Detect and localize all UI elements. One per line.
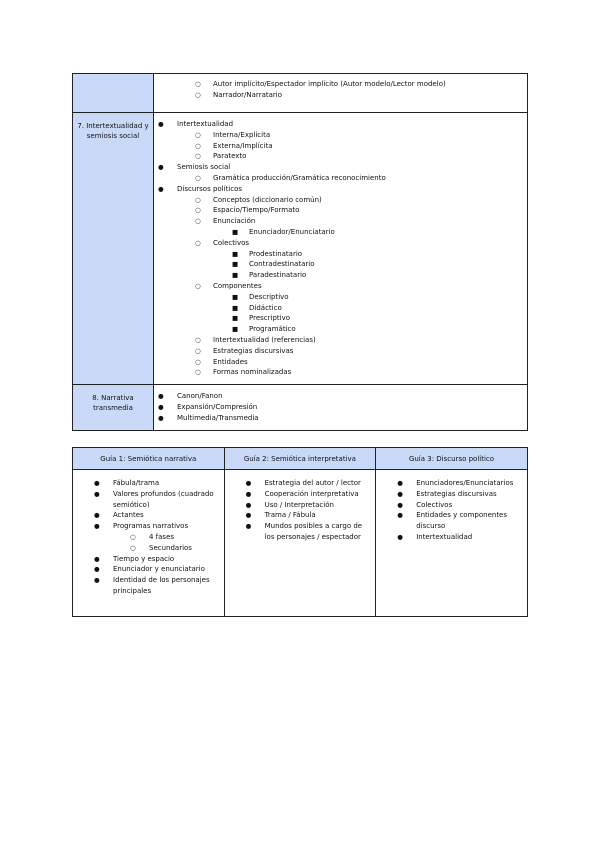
column-header: Guía 3: Discurso político <box>376 448 528 470</box>
circle-bullet-icon: ○ <box>195 281 201 290</box>
list-item: ● Enunciador y enunciatario <box>94 565 205 574</box>
list-item: ● Mundos posibles a cargo de los personajes / espectador <box>245 522 363 541</box>
disc-bullet-icon: ● <box>397 479 403 487</box>
list-item: ○ Secundarios <box>130 543 192 552</box>
list-item: ○ Formas nominalizadas <box>195 368 292 377</box>
square-bullet-icon: ■ <box>232 227 239 236</box>
square-bullet-icon: ■ <box>232 303 239 312</box>
disc-bullet-icon: ● <box>94 489 100 498</box>
list-item: ○ Espacio/Tiempo/Formato <box>195 206 300 215</box>
square-bullet-icon: ■ <box>232 314 239 323</box>
square-bullet-icon: ■ <box>232 271 239 280</box>
disc-bullet-icon: ● <box>94 522 100 531</box>
list-item: ○ Componentes <box>195 281 262 290</box>
circle-bullet-icon: ○ <box>195 206 201 215</box>
list-item: ○ Interna/Explícita <box>195 130 271 139</box>
list-item: ■ Prodestinatario <box>232 249 303 258</box>
disc-bullet-icon: ● <box>158 184 164 193</box>
list-item: ● Tiempo y espacio <box>94 554 175 563</box>
circle-bullet-icon: ○ <box>195 152 201 161</box>
list-item: ● Discursos políticos <box>158 184 243 193</box>
guide-2-cell <box>224 470 376 617</box>
row-label-cell <box>73 74 154 113</box>
list-item: ■ Paradestinatario <box>232 271 307 280</box>
guide-3-cell <box>376 470 528 617</box>
circle-bullet-icon: ○ <box>195 195 201 204</box>
list-item: ○ Conceptos (diccionario común) <box>195 195 322 204</box>
list-item: ● Identidad de los personajes principales <box>94 576 210 595</box>
list-item: ● Programas narrativos <box>94 522 189 531</box>
list-item: ● Intertextualidad <box>397 532 473 541</box>
disc-bullet-icon: ● <box>94 554 100 563</box>
list-item: ○ 4 fases <box>130 532 175 541</box>
list-item: ● Intertextualidad <box>158 120 234 128</box>
table-row <box>73 113 528 385</box>
list-item: ● Fábula/trama <box>94 479 160 487</box>
list-item: ■ Descriptivo <box>232 292 289 301</box>
list-item: ■ Contradestinatario <box>232 260 315 269</box>
disc-bullet-icon: ● <box>158 392 164 401</box>
circle-bullet-icon: ○ <box>195 238 201 247</box>
list-item: ● Cooperación interpretativa <box>245 489 359 498</box>
disc-bullet-icon: ● <box>397 532 403 541</box>
table-header-row <box>73 448 528 470</box>
circle-bullet-icon: ○ <box>195 130 201 139</box>
list-item: ● Uso / Interpretación <box>245 500 334 509</box>
list-item: ○ Estrategias discursivas <box>195 346 294 355</box>
list-item: ● Expansión/Compresión <box>158 402 258 411</box>
list-item: ○ Colectivos <box>195 238 250 247</box>
disc-bullet-icon: ● <box>158 163 164 172</box>
list-item: ○ Gramática producción/Gramática reconocimiento <box>195 173 386 182</box>
list-item: ■ Enunciador/Enunciatario <box>232 227 335 236</box>
circle-bullet-icon: ○ <box>195 141 201 150</box>
list-item: ● Semiosis social <box>158 163 231 172</box>
list-item: ■ Prescriptivo <box>232 314 291 323</box>
row-label-cell: 8. Narrativa transmedia <box>73 385 154 430</box>
circle-bullet-icon: ○ <box>130 532 136 541</box>
list-item: ○ Paratexto <box>195 152 247 161</box>
disc-bullet-icon: ● <box>158 120 164 128</box>
square-bullet-icon: ■ <box>232 292 239 301</box>
list-item: ● Estrategias discursivas <box>397 489 497 498</box>
disc-bullet-icon: ● <box>94 576 100 585</box>
column-header: Guía 2: Semiótica interpretativa <box>224 448 376 470</box>
circle-bullet-icon: ○ <box>195 346 201 355</box>
circle-bullet-icon: ○ <box>195 173 201 182</box>
disc-bullet-icon: ● <box>397 511 403 520</box>
disc-bullet-icon: ● <box>158 402 164 411</box>
list-item: ○ Autor implícito/Espectador implícito (Autor modelo/Lector modelo) <box>195 80 446 88</box>
list-item: ● Estrategia del autor / lector <box>245 479 361 487</box>
list-item: ■ Didáctico <box>232 303 282 312</box>
disc-bullet-icon: ● <box>245 500 252 509</box>
circle-bullet-icon: ○ <box>195 217 201 226</box>
disc-bullet-icon: ● <box>94 479 100 487</box>
list-item: ○ Narrador/Narratario <box>195 90 282 99</box>
list-item: ● Entidades y componentes discurso <box>397 511 508 531</box>
analysis-categories-table <box>72 73 528 431</box>
table-row <box>73 470 528 617</box>
circle-bullet-icon: ○ <box>130 543 136 552</box>
list-item: ● Trama / Fábula <box>245 511 316 520</box>
circle-bullet-icon: ○ <box>195 368 201 377</box>
row-content-cell <box>154 385 528 430</box>
list-item: ■ Programático <box>232 325 296 334</box>
disc-bullet-icon: ● <box>397 489 403 498</box>
circle-bullet-icon: ○ <box>195 90 201 99</box>
row-label-cell: 7. Intertextualidad y semiosis social <box>73 113 154 385</box>
disc-bullet-icon: ● <box>158 413 164 422</box>
list-item: ● Canon/Fanon <box>158 392 223 401</box>
disc-bullet-icon: ● <box>397 500 403 509</box>
list-item: ● Actantes <box>94 511 144 520</box>
list-item: ● Enunciadores/Enunciatarios <box>397 479 514 487</box>
list-item: ○ Intertextualidad (referencias) <box>195 335 316 344</box>
guides-table <box>72 447 528 617</box>
disc-bullet-icon: ● <box>245 479 252 487</box>
list-item: ○ Enunciación <box>195 217 256 226</box>
table-row <box>73 385 528 430</box>
disc-bullet-icon: ● <box>94 565 100 574</box>
disc-bullet-icon: ● <box>245 489 252 498</box>
table-row <box>73 74 528 113</box>
column-header: Guía 1: Semiótica narrativa <box>73 448 225 470</box>
square-bullet-icon: ■ <box>232 249 239 258</box>
circle-bullet-icon: ○ <box>195 80 201 88</box>
disc-bullet-icon: ● <box>245 511 252 520</box>
disc-bullet-icon: ● <box>94 511 100 520</box>
guide-1-cell <box>73 470 225 617</box>
list-item: ● Multimedia/Transmedia <box>158 413 259 422</box>
row-content-cell <box>154 113 528 385</box>
list-item: ● Valores profundos (cuadrado semiótico) <box>94 489 214 509</box>
circle-bullet-icon: ○ <box>195 335 201 344</box>
circle-bullet-icon: ○ <box>195 357 201 366</box>
square-bullet-icon: ■ <box>232 325 239 334</box>
disc-bullet-icon: ● <box>245 522 252 531</box>
row-content-cell <box>154 74 528 113</box>
list-item: ○ Externa/Implícita <box>195 141 273 150</box>
square-bullet-icon: ■ <box>232 260 239 269</box>
list-item: ● Colectivos <box>397 500 453 509</box>
list-item: ○ Entidades <box>195 357 248 366</box>
